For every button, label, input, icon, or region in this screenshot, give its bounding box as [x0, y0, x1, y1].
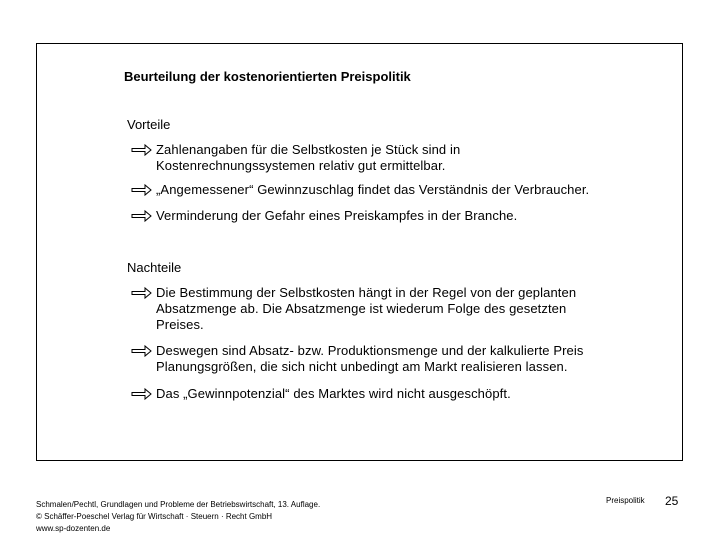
bullet-text: Die Bestimmung der Selbstkosten hängt in der Regel von der geplanten Absatzmenge ab. Die Absatzmenge ist wiederum Folge des gesetzten Preises. — [156, 285, 577, 332]
bullet-vorteil-1 — [130, 142, 650, 174]
bullet-nachteil-3 — [130, 386, 650, 402]
footer-source-line: © Schäffer-Poeschel Verlag für Wirtschaft · Steuern · Recht GmbH — [36, 512, 273, 521]
bullet-text: Zahlenangaben für die Selbstkosten je Stück sind in Kostenrechnungssystemen relativ gut ermittelbar. — [156, 142, 461, 173]
bullet-text: Verminderung der Gefahr eines Preiskampfes in der Branche. — [156, 208, 518, 223]
bullet-vorteil-2 — [130, 182, 650, 198]
arrow-right-icon — [130, 182, 156, 198]
footer-source-line: Schmalen/Pechtl, Grundlagen und Probleme der Betriebswirtschaft, 13. Auflage. — [36, 500, 321, 509]
section-label-nachteile: Nachteile — [127, 260, 182, 275]
bullet-text: Deswegen sind Absatz- bzw. Produktionsmenge und der kalkulierte Preis Planungsgrößen, die sich nicht unbedingt am Markt realisieren lassen. — [156, 343, 584, 374]
footer-source — [36, 499, 320, 535]
section-label-vorteile: Vorteile — [127, 117, 171, 132]
bullet-nachteil-1 — [130, 285, 650, 333]
bullet-text: Das „Gewinnpotenzial“ des Marktes wird nicht ausgeschöpft. — [156, 386, 511, 401]
arrow-right-icon — [130, 343, 156, 359]
bullet-vorteil-3 — [130, 208, 650, 224]
footer-source-line: www.sp-dozenten.de — [36, 524, 111, 533]
arrow-right-icon — [130, 208, 156, 224]
arrow-right-icon — [130, 386, 156, 402]
bullet-text: „Angemessener“ Gewinnzuschlag findet das Verständnis der Verbraucher. — [156, 182, 590, 197]
bullet-nachteil-2 — [130, 343, 650, 375]
page-number: 25 — [665, 494, 679, 508]
arrow-right-icon — [130, 142, 156, 158]
arrow-right-icon — [130, 285, 156, 301]
slide-title: Beurteilung der kostenorientierten Preispolitik — [124, 69, 411, 84]
footer-topic: Preispolitik — [606, 496, 645, 505]
